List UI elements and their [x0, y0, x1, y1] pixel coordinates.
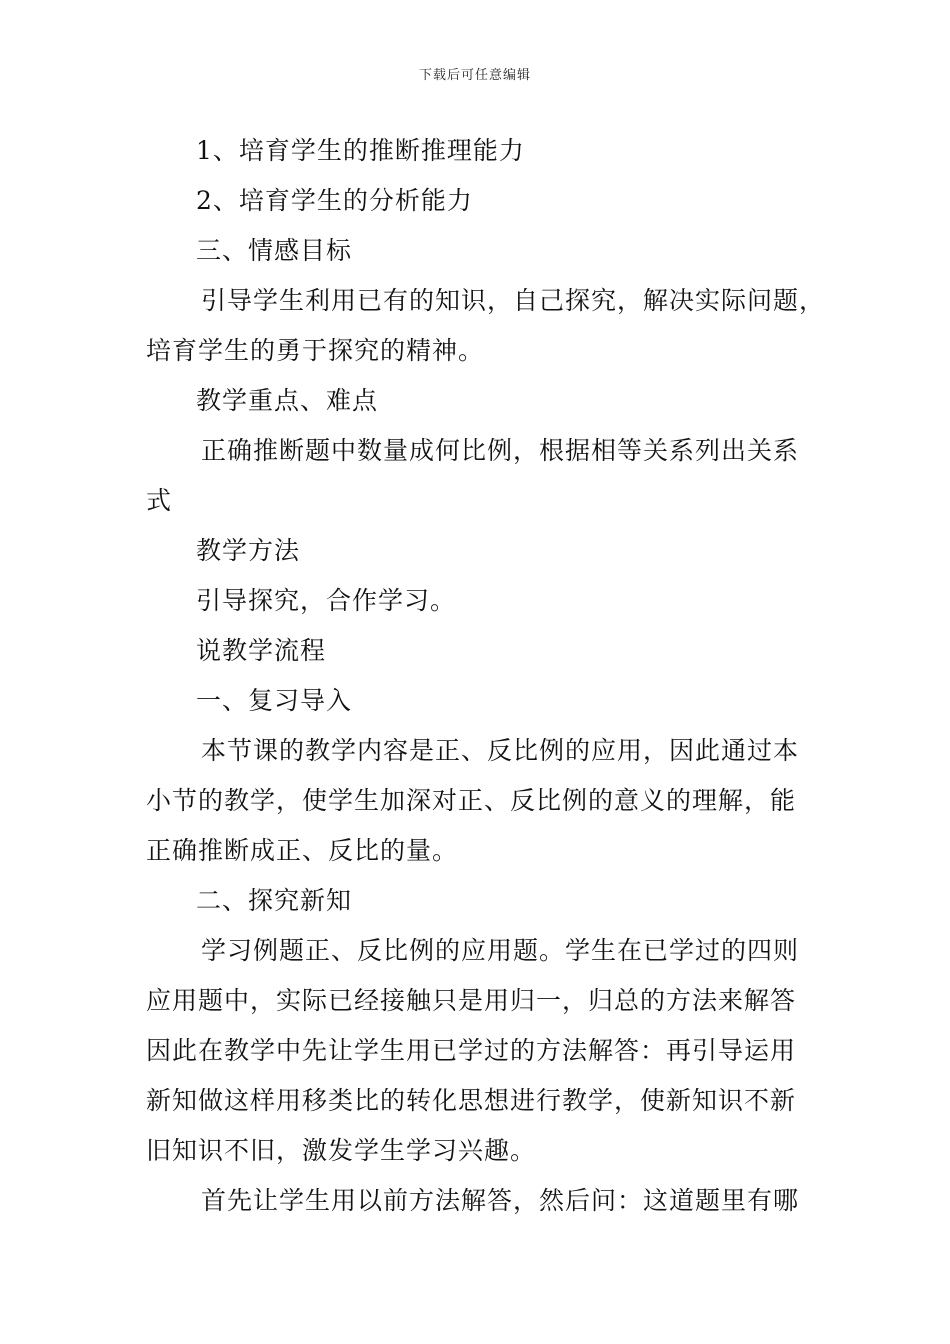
paragraph-line: 小节的教学，使学生加深对正、反比例的意义的理解，能 — [146, 786, 797, 815]
section-heading: 一、复习导入 — [196, 686, 353, 715]
section-heading: 说教学流程 — [196, 636, 327, 665]
paragraph-line: 学习例题正、反比例的应用题。学生在已学过的四则 — [201, 936, 800, 965]
section-heading: 教学方法 — [196, 536, 301, 565]
document-body — [146, 126, 836, 1226]
paragraph-line: 培育学生的勇于探究的精神。 — [146, 336, 485, 365]
paragraph-line: 应用题中，实际已经接触只是用归一，归总的方法来解答 — [146, 986, 797, 1015]
paragraph-line: 新知做这样用移类比的转化思想进行教学，使新知识不新 — [146, 1086, 797, 1115]
section-heading: 三、情感目标 — [196, 236, 353, 265]
paragraph-line: 式 — [146, 486, 173, 515]
paragraph-line: 首先让学生用以前方法解答，然后问：这道题里有哪 — [201, 1186, 800, 1215]
paragraph-line: 正确推断题中数量成何比例，根据相等关系列出关系 — [201, 436, 800, 465]
text-line: 2、培育学生的分析能力 — [196, 186, 473, 215]
page-header: 下载后可任意编辑 — [418, 68, 531, 83]
text-line: 1、培育学生的推断推理能力 — [196, 136, 525, 165]
paragraph-line: 引导学生利用已有的知识，自己探究，解决实际问题， — [201, 286, 826, 315]
paragraph-line: 旧知识不旧，激发学生学习兴趣。 — [146, 1136, 537, 1165]
paragraph-line: 正确推断成正、反比的量。 — [146, 836, 459, 865]
section-heading: 二、探究新知 — [196, 886, 353, 915]
section-heading: 教学重点、难点 — [196, 386, 379, 415]
text-line: 引导探究，合作学习。 — [196, 586, 457, 615]
paragraph-line: 本节课的教学内容是正、反比例的应用，因此通过本 — [201, 736, 800, 765]
paragraph-line: 因此在教学中先让学生用已学过的方法解答：再引导运用 — [146, 1036, 797, 1065]
